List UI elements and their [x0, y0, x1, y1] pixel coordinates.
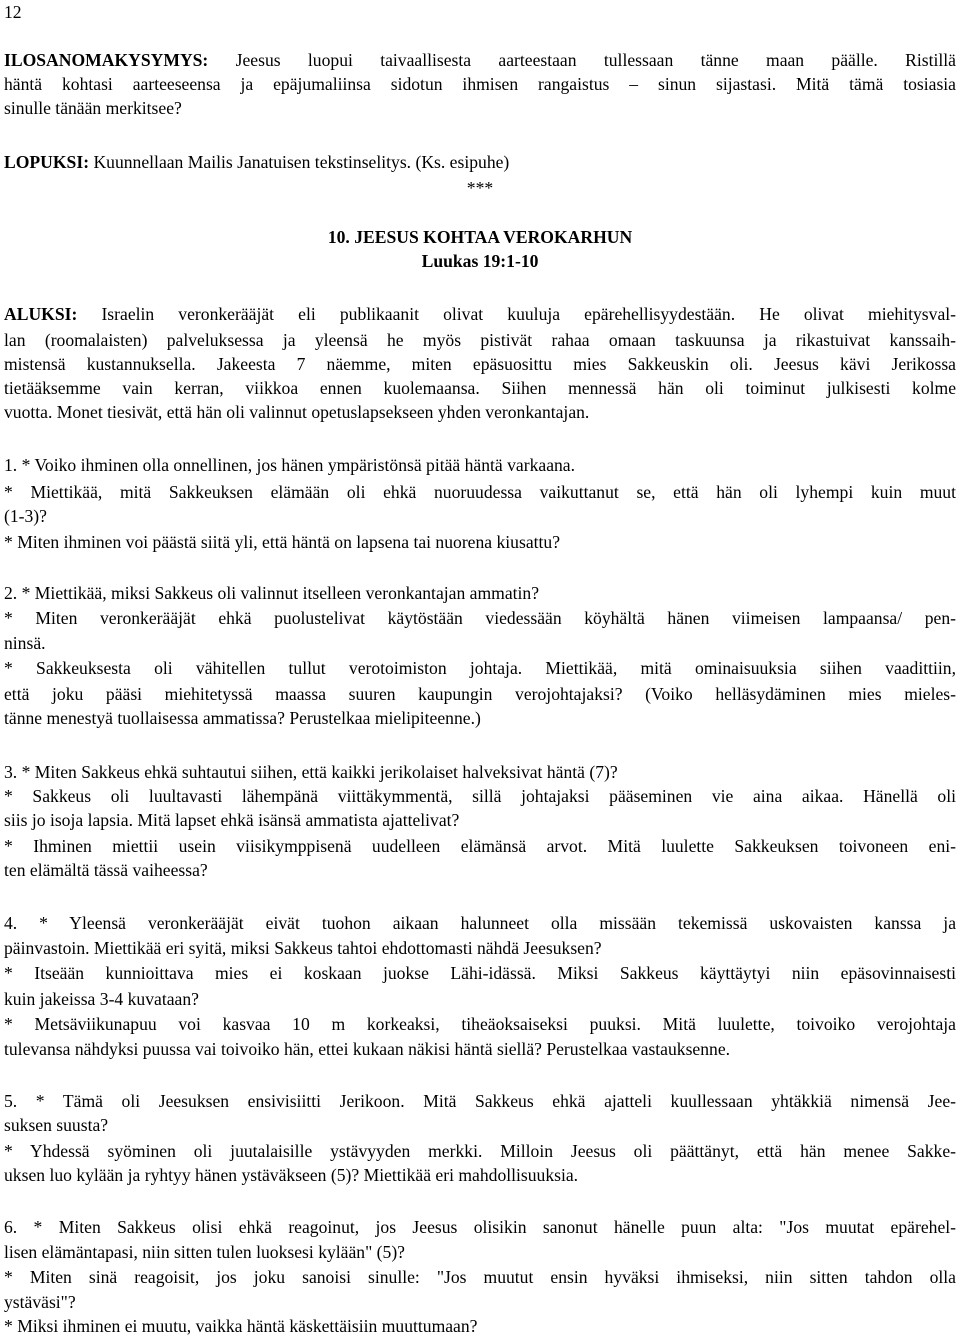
q6-line-3: * Miten sinä reagoisit, jos joku sanoisi sinulle: "Jos muutut ensin hyväksi ihmiseksi, niin sitten tahdon olla	[4, 1267, 956, 1287]
q4-line-5: * Metsäviikunapuu voi kasvaa 10 m korkeaksi, tiheäoksaiseksi puuksi. Mitä luulette, toivoiko verojohtaja	[4, 1014, 956, 1034]
section-title: 10. JEESUS KOHTAA VEROKARHUN	[327, 227, 633, 247]
page-number: 12	[4, 2, 22, 22]
q6-line-4: ystäväsi"?	[4, 1292, 76, 1312]
lopuksi-text: Kuunnellaan Mailis Janatuisen tekstinselitys. (Ks. esipuhe)	[89, 152, 510, 172]
q3-line-2: * Sakkeus oli luultavasti lähempänä viittäkymmentä, sillä johtajaksi pääseminen vie aina aikaa. Hänellä oli	[4, 786, 956, 806]
q2-line-2: * Miten veronkerääjät ehkä puolustelivat käytöstään viedessään köyhältä hänen viimeisen lampaansa/ pen-	[4, 608, 956, 628]
q4-line-6: tulevansa nähdyksi puussa vai toivoiko hän, ettei kukaan näkisi häntä siellä? Perustelkaa vastauksenne.	[4, 1039, 731, 1059]
q3-line-1: 3. * Miten Sakkeus ehkä suhtautui siihen, että kaikki jerikolaiset halveksivat häntä (7)?	[4, 762, 618, 782]
q4-line-1: 4. * Yleensä veronkerääjät eivät tuohon aikaan halunneet olla missään tekemissä uskovaisten kanssa ja	[4, 913, 956, 933]
q3-line-5: ten elämältä tässä vaiheessa?	[4, 860, 208, 880]
q4-line-4: kuin jakeissa 3-4 kuvataan?	[4, 989, 199, 1009]
q5-line-4: uksen luo kylään ja ryhtyy hänen ystäväkseen (5)? Miettikää eri mahdollisuuksia.	[4, 1165, 579, 1185]
separator: ***	[466, 178, 494, 198]
q5-line-2: suksen suusta?	[4, 1115, 109, 1135]
q2-line-6: tänne menestyä tuollaisessa ammatissa? Perustelkaa mielipiteenne.)	[4, 708, 481, 728]
q1-line-4: * Miten ihminen voi päästä siitä yli, että häntä on lapsena tai nuorena kiusattu?	[4, 532, 561, 552]
iloso-text-1: Jeesus luopui taivaallisesta aarteestaan tullessaan tänne maan päälle. Ristillä	[208, 50, 956, 70]
q4-line-2: päinvastoin. Miettikää eri syitä, miksi Sakkeus tahtoi ehdottomasti nähdä Jeesuksen?	[4, 938, 602, 958]
q6-line-1: 6. * Miten Sakkeus olisi ehkä reagoinut, jos Jeesus olisikin sanonut hänelle puun alta: "Jos muutat epärehel-	[4, 1217, 956, 1237]
q1-line-1: 1. * Voiko ihminen olla onnellinen, jos hänen ympäristönsä pitää häntä varkaana.	[4, 455, 576, 475]
q6-line-5: * Miksi ihminen ei muutu, vaikka häntä käskettäisiin muuttumaan?	[4, 1316, 478, 1336]
q4-line-3: * Itseään kunnioittava mies ei koskaan juokse Lähi-idässä. Miksi Sakkeus käyttäytyi niin epäsovinnaisesti	[4, 963, 956, 983]
iloso-line-1	[4, 48, 956, 72]
scripture-reference: Luukas 19:1-10	[421, 251, 539, 271]
iloso-label: ILOSANOMAKYSYMYS:	[4, 50, 209, 70]
aluksi-line-4: tietääksemme vain kerran, viikkoa ennen kuolemaansa. Siihen mennessä hän oli toiminut julkisesti kolme	[4, 378, 956, 398]
lopuksi-line	[4, 150, 956, 174]
q2-line-5: että joku pääsi miehitetyssä maassa suuren kaupungin verojohtajaksi? (Voiko helläsydäminen mies mieles-	[4, 684, 956, 704]
q6-line-2: lisen elämäntapasi, niin sitten tulen luoksesi kylään" (5)?	[4, 1242, 405, 1262]
q3-line-4: * Ihminen miettii usein viisikymppisenä uudelleen elämänsä arvot. Mitä luulette Sakkeuksen toivoneen eni-	[4, 836, 956, 856]
q1-line-2: * Miettikää, mitä Sakkeuksen elämään oli ehkä nuoruudessa vaikuttanut se, että hän oli lyhempi kuin muut	[4, 482, 956, 502]
q3-line-3: siis jo isoja lapsia. Mitä lapset ehkä isänsä ammatista ajattelivat?	[4, 810, 460, 830]
lopuksi-label: LOPUKSI:	[4, 152, 90, 172]
iloso-line-3: sinulle tänään merkitsee?	[4, 98, 182, 118]
aluksi-line-3: mistensä kustannuksella. Jakeesta 7 näemme, miten epäsuosittu mies Sakkeuskin oli. Jeesus kävi Jerikossa	[4, 354, 956, 374]
aluksi-line-5: vuotta. Monet tiesivät, että hän oli valinnut opetuslapsekseen yhden veronkantajan.	[4, 402, 590, 422]
q2-line-3: ninsä.	[4, 633, 46, 653]
q2-line-1: 2. * Miettikää, miksi Sakkeus oli valinnut itselleen veronkantajan ammatin?	[4, 583, 540, 603]
q5-line-3: * Yhdessä syöminen oli juutalaisille ystävyyden merkki. Milloin Jeesus oli päättänyt, että hän menee Sakke-	[4, 1141, 956, 1161]
aluksi-label: ALUKSI:	[4, 304, 78, 324]
aluksi-line-2: lan (roomalaisten) palveluksessa ja yleensä he myös pistivät rahaa omaan taskuunsa ja rikastuivat kanssaih-	[4, 330, 956, 350]
q2-line-4: * Sakkeuksesta oli vähitellen tullut verotoimiston johtaja. Miettikää, mitä ominaisuuksia siihen vaadittiin,	[4, 658, 956, 678]
iloso-line-2: häntä kohtasi aarteeseensa ja epäjumaliinsa sidotun ihmisen rangaistus – sinun sijastasi. Mitä tämä tosiasia	[4, 74, 956, 94]
q1-line-3: (1-3)?	[4, 506, 47, 526]
aluksi-line-1	[4, 302, 956, 326]
q5-line-1: 5. * Tämä oli Jeesuksen ensivisiitti Jerikoon. Mitä Sakkeus ehkä ajatteli kuullessaan yhtäkkiä nimensä Jee-	[4, 1091, 956, 1111]
aluksi-text-1: Israelin veronkerääjät eli publikaanit olivat kuuluja epärehellisyydestään. He olivat miehitysval-	[77, 304, 956, 324]
